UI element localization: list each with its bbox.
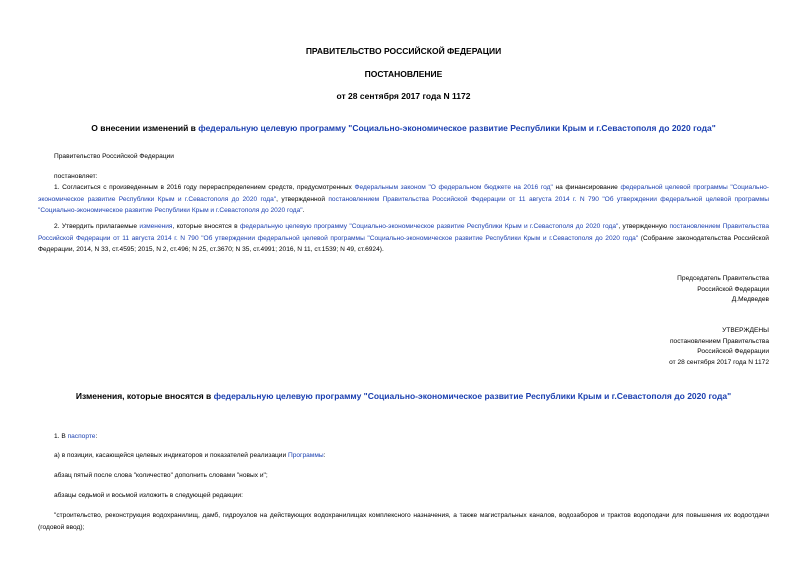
government-line: Правительство Российской Федерации <box>54 153 174 160</box>
document-date: от 28 сентября 2017 года N 1172 <box>336 91 471 101</box>
signature-title: Председатель Правительства <box>677 275 769 282</box>
change-a-text: а) в позиции, касающейся целевых индикаторов и показателей реализации <box>54 452 288 459</box>
approval-block <box>669 326 769 368</box>
changes-title-program-link[interactable]: федеральную целевую программу "Социально-экономическое развитие Республики Крым и г.Севастополя до 2020 года" <box>213 391 732 401</box>
item-2-text-b: , которые вносятся в <box>172 223 240 230</box>
change-paragraphs-7-8: абзацы седьмой и восьмой изложить в следующей редакции: <box>54 492 243 499</box>
approval-line-3: Российской Федерации <box>697 348 769 355</box>
change-paragraph-5: абзац пятый после слова "количество" дополнить словами "новых и"; <box>54 472 268 479</box>
signature-org: Российской Федерации <box>697 285 769 293</box>
item-2-paragraph <box>38 221 769 256</box>
change-1 <box>54 431 97 443</box>
government-heading: ПРАВИТЕЛЬСТВО РОССИЙСКОЙ ФЕДЕРАЦИИ <box>305 46 502 56</box>
signature-block <box>677 274 769 306</box>
resolution-790-link[interactable]: постановлением Правительства Российской Федерации от 11 августа 2014 г. N 790 "Об утверждении федеральной целевой программы "Социально-экономическое развитие Республики Крым и г.Севастополя до 2020 года" <box>38 195 769 214</box>
changes-title <box>0 391 807 401</box>
resolution-790-link-2[interactable]: постановлением Правительства Российской Федерации от 11 августа 2014 г. N 790 "Об утверждении федеральной целевой программы "Социально-экономическое развитие Республики Крым и г.Севастополя до 2020 года" <box>38 223 770 242</box>
passport-link[interactable]: паспорте <box>67 433 96 440</box>
program-short-link[interactable]: Программы <box>287 452 324 459</box>
title-prefix: О внесении изменений в <box>91 123 199 133</box>
program-link[interactable]: федеральной целевой программы "Социально-экономическое развитие Республики Крым и г.Севастополя до 2020 года" <box>38 184 769 203</box>
item-1-text-c: , утвержденной <box>276 195 329 203</box>
approval-line-2: постановлением Правительства <box>669 337 769 345</box>
budget-law-link[interactable]: Федеральным законом "О федеральном бюджете на 2016 год" <box>354 184 553 191</box>
change-a-colon: : <box>323 452 326 459</box>
approval-line-4: от 28 сентября 2017 года N 1172 <box>669 358 769 366</box>
title-program-link[interactable]: федеральную целевую программу "Социально-экономическое развитие Республики Крым и г.Севастополя до 2020 года" <box>198 123 716 133</box>
signature-name: Д.Медведев <box>731 296 769 303</box>
document-title <box>0 123 807 133</box>
change-a <box>54 450 325 462</box>
item-1-text-a: 1. Согласиться с произведенным в 2016 году перераспределением средств, предусмотренных <box>54 184 355 191</box>
change-quoted-text: "строительство, реконструкция водохранилищ, дамб, гидроузлов на действующих водохранилищах комплексного назначения, а также магистральных каналов, водозаборов и трактов водоподачи для повышения их водоотдачи (годовой ввод); <box>38 512 769 531</box>
change-1-colon: : <box>95 433 98 440</box>
item-2-text-c: , утвержденную <box>618 223 670 230</box>
item-1-text-d: . <box>302 207 305 214</box>
decides-line: постановляет: <box>54 173 98 180</box>
changes-link[interactable]: изменения <box>139 223 173 230</box>
changes-title-prefix: Изменения, которые вносятся в <box>75 391 214 401</box>
approval-heading: УТВЕРЖДЕНЫ <box>722 327 769 334</box>
item-2-text-a: 2. Утвердить прилагаемые <box>54 223 140 230</box>
program-link-2[interactable]: федеральную целевую программу "Социально-экономическое развитие Республики Крым и г.Севастополя до 2020 года" <box>239 223 619 230</box>
item-1-paragraph <box>38 182 769 217</box>
item-1-text-b: на финансирование <box>552 184 621 191</box>
item-2-text-d: (Собрание законодательства Российской Федерации, 2014, N 33, ст.4595; 2015, N 2, ст.496; N 25, ст.3670; N 35, ст.4991; 2016, N 11, ст.1539; N 49, ст.6924). <box>38 234 769 253</box>
document-type-heading: ПОСТАНОВЛЕНИЕ <box>364 69 443 79</box>
change-1-text: 1. В <box>54 433 68 440</box>
